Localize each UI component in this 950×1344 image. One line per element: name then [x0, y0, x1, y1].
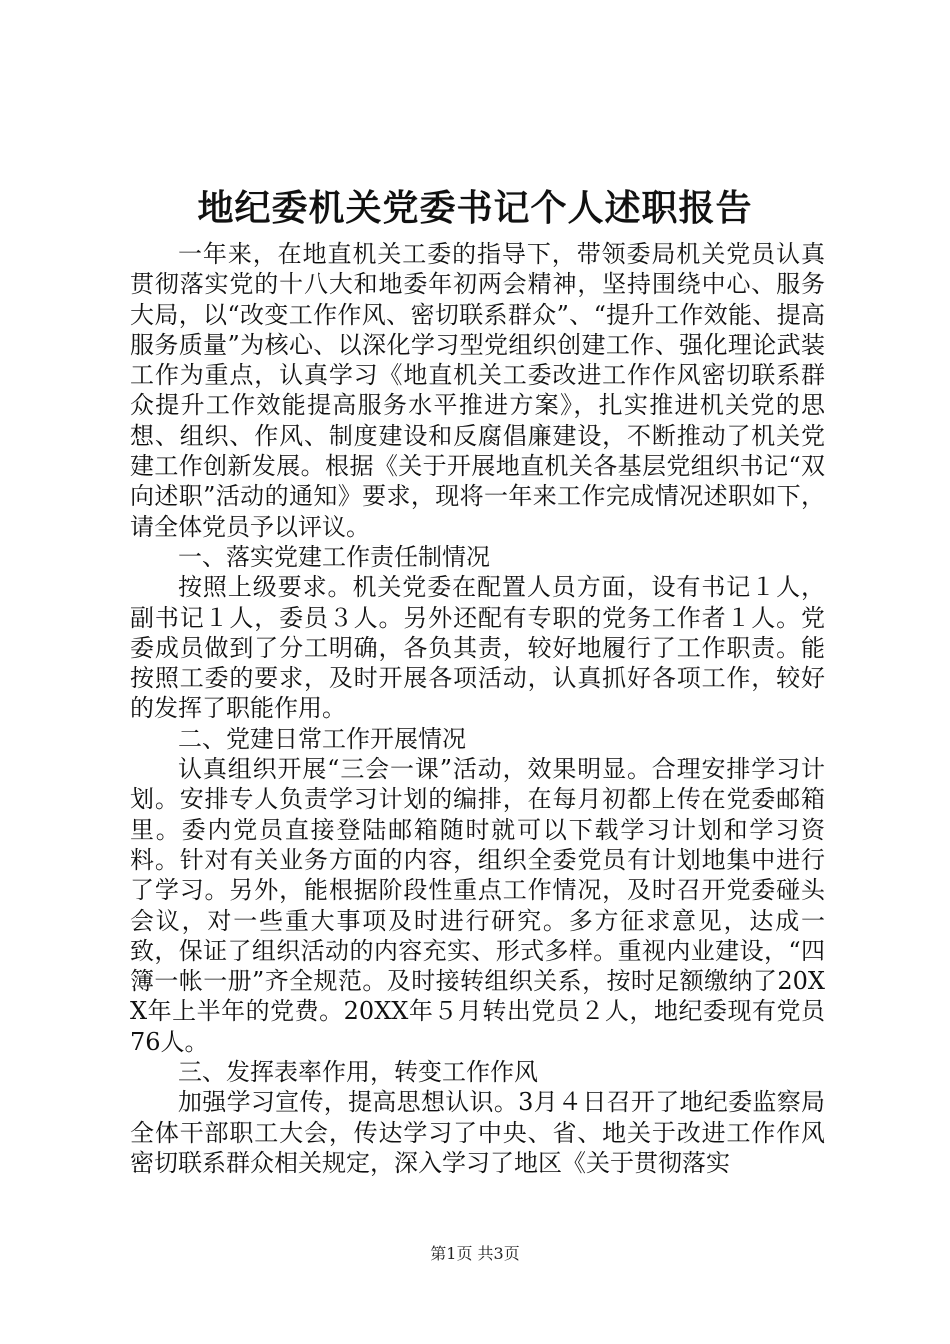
document-title: 地纪委机关党委书记个人述职报告: [197, 187, 753, 229]
intro-paragraph: 一年来，在地直机关工委的指导下，带领委局机关党员认真贯彻落实党的十八大和地委年初两会精神，坚持围绕中心、服务大局，以“改变工作作风、密切联系群众”、“提升工作效能、提高服务质量”为核心、以深化学习型党组织创建工作、强化理论武装工作为重点，认真学习《地直机关工委改进工作作风密切联系群众提升工作效能提高服务水平推进方案》，扎实推进机关党的思想、组织、作风、制度建设和反腐倡廉建设，不断推动了机关党建工作创新发展。根据《关于开展地直机关各基层党组织书记“双向述职”活动的通知》要求，现将一年来工作完成情况述职如下，请全体党员予以评议。: [130, 240, 825, 541]
section-3-paragraph: 加强学习宣传，提高思想认识。3月４日召开了地纪委监察局全体干部职工大会，传达学习了中央、省、地关于改进工作作风密切联系群众相关规定，深入学习了地区《关于贯彻落实: [130, 1088, 825, 1177]
document-body: [130, 239, 825, 1178]
section-1-heading: 一、落实党建工作责任制情况: [178, 542, 490, 571]
section-3-heading: 三、发挥表率作用，转变工作作风: [178, 1058, 538, 1087]
page-footer: 第1页 共3页: [430, 1244, 520, 1263]
section-2-paragraph: 认真组织开展“三会一课”活动，效果明显。合理安排学习计划。安排专人负责学习计划的编排，在每月初都上传在党委邮箱里。委内党员直接登陆邮箱随时就可以下载学习计划和学习资料。针对有关业务方面的内容，组织全委党员有计划地集中进行了学习。另外，能根据阶段性重点工作情况，及时召开党委碰头会议，对一些重大事项及时进行研究。多方征求意见，达成一致，保证了组织活动的内容充实、形式多样。重视内业建设，“四簿一帐一册”齐全规范。及时接转组织关系，按时足额缴纳了20XX年上半年的党费。20XX年５月转出党员２人，地纪委现有党员76人。: [130, 755, 825, 1056]
section-2-heading: 二、党建日常工作开展情况: [178, 724, 466, 753]
section-1-paragraph: 按照上级要求。机关党委在配置人员方面，设有书记１人，副书记１人，委员３人。另外还配有专职的党务工作者１人。党委成员做到了分工明确，各负其责，较好地履行了工作职责。能按照工委的要求，及时开展各项活动，认真抓好各项工作，较好的发挥了职能作用。: [130, 573, 825, 723]
